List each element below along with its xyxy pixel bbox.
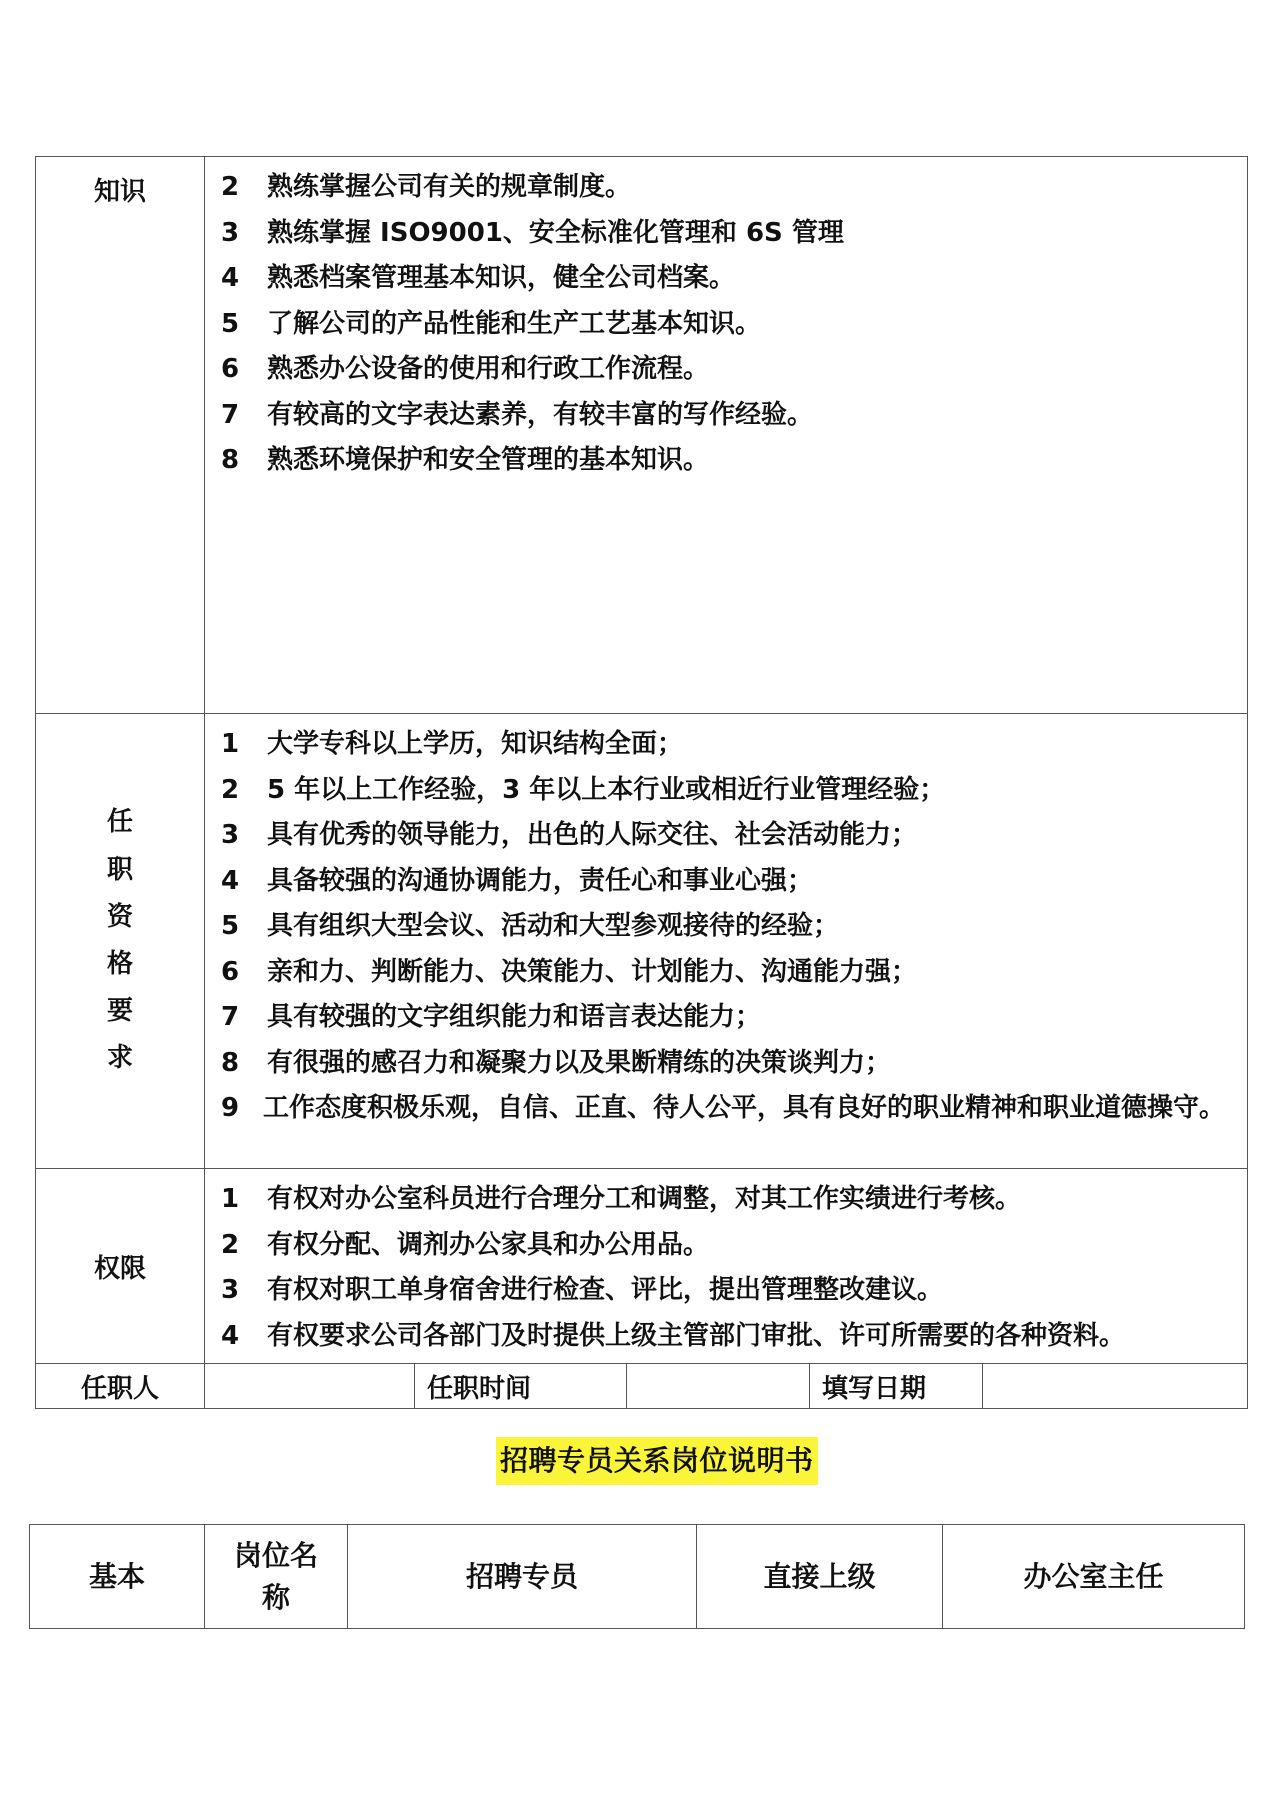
fill-date-label: 填写日期	[810, 1364, 983, 1409]
knowledge-row	[36, 157, 1248, 714]
list-item	[217, 722, 1237, 768]
item-number: 1	[221, 729, 240, 759]
list-item	[217, 813, 1237, 859]
knowledge-list	[217, 165, 1237, 484]
item-number: 6	[221, 354, 240, 384]
item-text: 熟悉办公设备的使用和行政工作流程。	[267, 354, 710, 384]
knowledge-items-cell	[205, 157, 1248, 714]
authority-label: 权限	[93, 1253, 146, 1284]
list-item	[217, 1223, 1237, 1269]
item-text: 具有组织大型会议、活动和大型参观接待的经验；	[267, 911, 840, 941]
list-item	[217, 859, 1237, 905]
knowledge-label: 知识	[93, 177, 146, 207]
item-number: 8	[221, 445, 240, 475]
label-char: 求	[106, 1043, 133, 1074]
list-item	[217, 393, 1237, 439]
knowledge-label-cell	[36, 157, 205, 714]
qualification-label	[107, 807, 133, 1074]
item-number: 4	[221, 1320, 240, 1351]
item-number: 2	[221, 1229, 240, 1260]
list-item	[217, 904, 1237, 950]
qualification-items-cell	[205, 714, 1248, 1169]
item-number: 6	[221, 956, 240, 987]
tenure-value	[627, 1364, 810, 1409]
authority-list	[217, 1177, 1237, 1359]
job-description-table	[35, 156, 1248, 1409]
superior-value: 办公室主任	[943, 1525, 1245, 1629]
item-number: 3	[221, 820, 240, 850]
item-text: 5 年以上工作经验，3 年以上本行业或相近行业管理经验；	[267, 774, 946, 805]
item-number: 1	[221, 1184, 240, 1214]
item-number: 5	[221, 911, 240, 941]
item-text: 亲和力、判断能力、决策能力、计划能力、沟通能力强；	[267, 956, 918, 987]
item-number: 5	[221, 308, 240, 339]
item-text: 有权对办公室科员进行合理分工和调整，对其工作实绩进行考核。	[267, 1184, 1022, 1214]
item-text: 有很强的感召力和凝聚力以及果断精练的决策谈判力；	[267, 1047, 892, 1078]
fill-date-value	[983, 1364, 1248, 1409]
authority-items-cell	[205, 1169, 1248, 1364]
item-text: 了解公司的产品性能和生产工艺基本知识。	[267, 308, 762, 339]
item-text: 大学专科以上学历，知识结构全面；	[267, 729, 684, 759]
item-text: 熟悉档案管理基本知识，健全公司档案。	[267, 263, 736, 293]
list-item	[217, 1314, 1237, 1360]
item-text: 有较高的文字表达素养，有较丰富的写作经验。	[267, 399, 814, 430]
item-number: 7	[221, 1002, 240, 1032]
item-number: 3	[221, 217, 240, 248]
label-char: 格	[106, 949, 133, 979]
qualification-label-cell	[36, 714, 205, 1169]
item-number: 4	[221, 865, 240, 896]
list-item	[217, 438, 1237, 484]
basic-info-row	[30, 1525, 1245, 1629]
tenure-label: 任职时间	[415, 1364, 627, 1409]
superior-label: 直接上级	[697, 1525, 943, 1629]
list-item	[217, 1086, 1237, 1132]
item-text: 具有较强的文字组织能力和语言表达能力；	[267, 1002, 762, 1032]
item-text: 具有优秀的领导能力，出色的人际交往、社会活动能力；	[267, 820, 918, 850]
label-char: 资	[106, 901, 133, 932]
list-item	[217, 768, 1237, 814]
list-item	[217, 211, 1237, 257]
list-item	[217, 995, 1237, 1041]
item-text: 熟练掌握公司有关的规章制度。	[267, 172, 632, 202]
section-title: 招聘专员关系岗位说明书	[496, 1437, 818, 1485]
position-name-value: 招聘专员	[348, 1525, 697, 1629]
label-char: 职	[106, 854, 133, 885]
position-name-label	[205, 1525, 348, 1629]
item-number: 4	[221, 263, 240, 293]
item-number: 2	[221, 172, 240, 202]
item-text: 熟悉环境保护和安全管理的基本知识。	[267, 445, 710, 475]
holder-value	[205, 1364, 415, 1409]
item-number: 9	[221, 1093, 240, 1123]
list-item	[217, 347, 1237, 393]
holder-label: 任职人	[36, 1364, 205, 1409]
authority-label-cell	[36, 1169, 205, 1364]
label-char: 要	[106, 996, 133, 1027]
item-text: 有权分配、调剂办公家具和办公用品。	[267, 1229, 710, 1260]
position-name-label-text: 岗位名称	[233, 1538, 318, 1614]
item-text: 具备较强的沟通协调能力，责任心和事业心强；	[267, 865, 814, 896]
list-item	[217, 1177, 1237, 1223]
list-item	[217, 302, 1237, 348]
item-text: 有权要求公司各部门及时提供上级主管部门审批、许可所需要的各种资料。	[267, 1320, 1126, 1351]
basic-info-table	[29, 1524, 1245, 1629]
basic-label: 基本	[30, 1525, 205, 1629]
item-number: 8	[221, 1047, 240, 1078]
list-item	[217, 950, 1237, 996]
list-item	[217, 1041, 1237, 1087]
label-char: 任	[106, 807, 133, 838]
item-number: 3	[221, 1275, 240, 1305]
item-number: 7	[221, 399, 240, 430]
list-item	[217, 165, 1237, 211]
item-number: 2	[221, 774, 240, 805]
footer-row	[36, 1364, 1248, 1409]
qualification-row	[36, 714, 1248, 1169]
list-item	[217, 256, 1237, 302]
qualification-list	[217, 722, 1237, 1132]
item-text: 工作态度积极乐观，自信、正直、待人公平，具有良好的职业精神和职业道德操守。	[263, 1093, 1226, 1123]
authority-row	[36, 1169, 1248, 1364]
item-text: 有权对职工单身宿舍进行检查、评比，提出管理整改建议。	[267, 1275, 944, 1305]
item-text: 熟练掌握 ISO9001、安全标准化管理和 6S 管理	[267, 217, 844, 248]
list-item	[217, 1268, 1237, 1314]
